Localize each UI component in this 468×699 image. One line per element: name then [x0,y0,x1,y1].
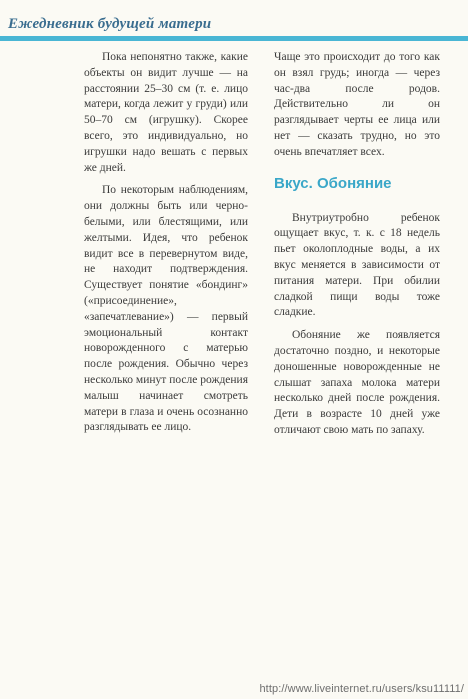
paragraph: Внутриутробно ребенок ощущает вкус, т. к. с 18 недель пьет околоплодные воды, а их вкус меняется в зависимости от питания матери. При обилии сладкой пищи воды тоже сладкие. [274,211,440,319]
paragraph: По некоторым наблюдениям, они должны быть или черно-белыми, или блестящими, или желтыми. Идея, что ребенок видит все в перевернутом виде, не находит подтверждения. Существует понятие «бондинг» («присоединение», «запечатлевание») — первый эмоциональный контакт новорожденного с матерью после рождения. Обычно через несколько минут после рождения малыш начинает смотреть матери в глаза и очень осознанно разглядывать ее лицо. [84,184,248,434]
paragraph: Обоняние же появляется достаточно поздно, и некоторые доношенные новорожденные не слышат запаха молока матери несколько дней после рождения. Дети в возрасте 10 дней уже отличают свою мать по запаху. [274,329,440,436]
paragraph: Пока непонятно также, какие объекты он видит лучше — на расстоянии 25–30 см (т. е. лицо матери, когда лежит у груди) или 50–70 см (игрушку). Скорее всего, это индивидуально, но игрушки надо вешать с первых же дней. [84,51,248,174]
running-header [0,0,468,42]
paragraph-continuation: Чаще это происходит до того как он взял грудь; иногда — через час-два после родов. Действительно ли он разглядывает черты ее лица или нет — сказать трудно, но это очень впечатляет всех. [274,51,440,158]
header-rule [0,36,468,41]
running-header-title: Ежедневник будущей матери [8,16,212,32]
section-heading: Вкус. Обоняние [274,174,392,192]
source-watermark: http://www.liveinternet.ru/users/ksu11111/ [259,683,464,695]
left-column [84,50,248,436]
right-column [274,50,440,439]
